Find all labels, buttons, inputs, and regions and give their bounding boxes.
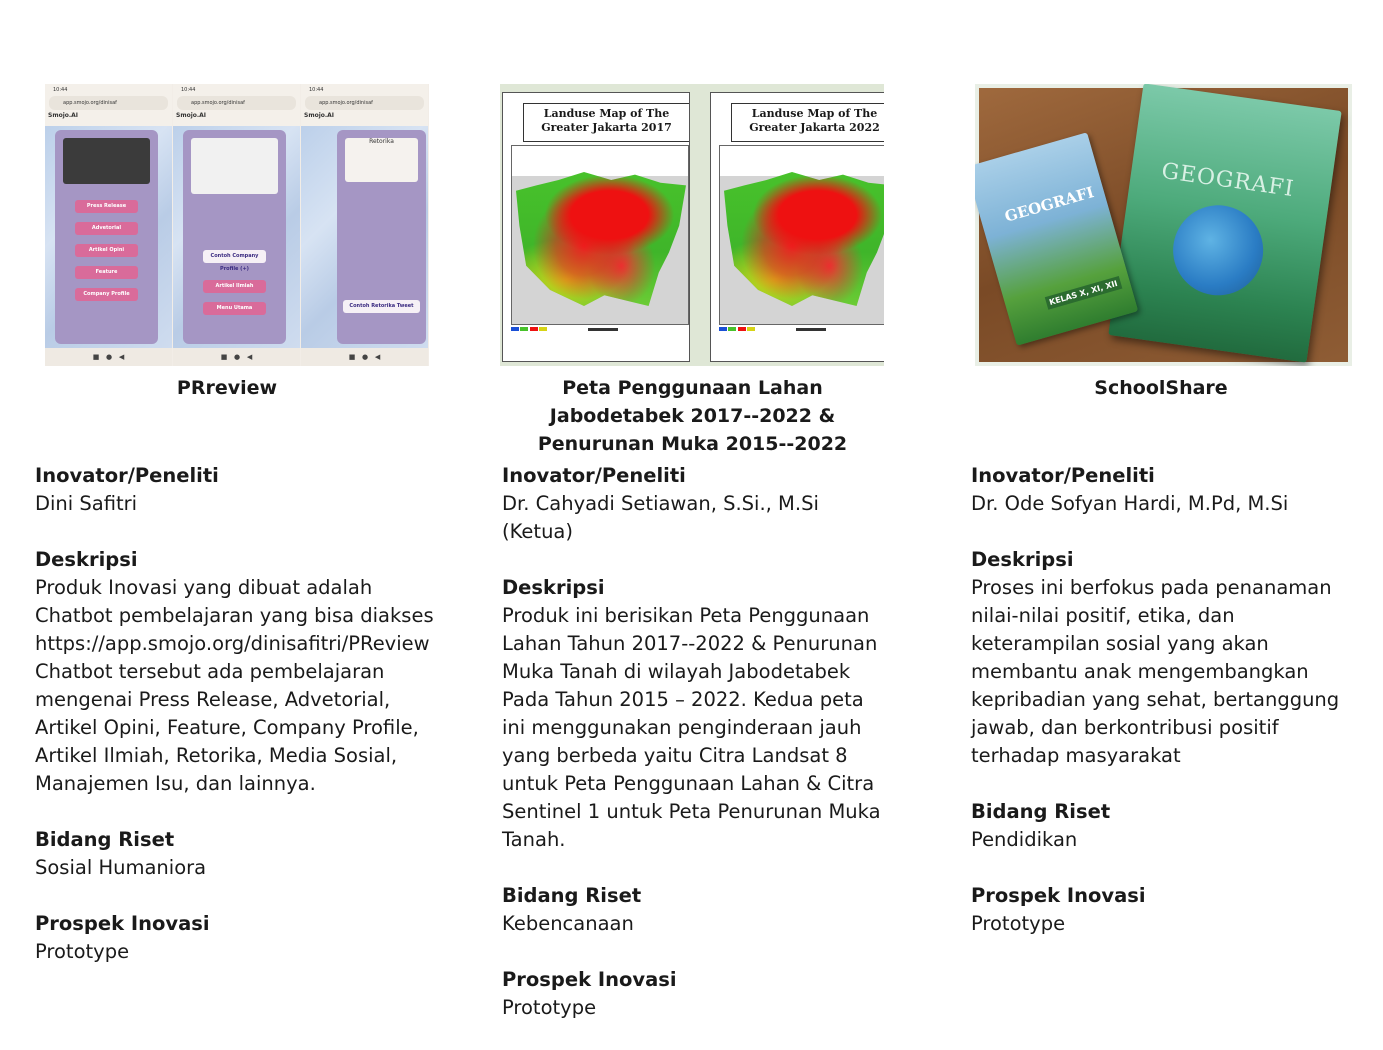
android-nav-bar: ■ ● ◀ [173,348,300,366]
map-title: Landuse Map of The Greater Jakarta 2022 [731,103,884,142]
chat-button: Advetorial [75,222,138,235]
geografi-book-small: GEOGRAFI KELAS X, XI, XII [975,132,1138,346]
map-title: Landuse Map of The Greater Jakarta 2017 [523,103,689,142]
innovator-label: Inovator/Peneliti [35,464,219,487]
card-prreview [35,0,455,1024]
prospect-label: Prospek Inovasi [35,912,210,935]
chat-panel [55,130,158,344]
description-label: Deskripsi [502,576,605,599]
innovator-label: Inovator/Peneliti [971,464,1155,487]
chat-button: Company Profile [75,288,138,301]
description-value: Produk ini berisikan Peta Penggunaan Lahan Tahun 2017--2022 & Penurunan Muka Tanah di wilayah Jabodetabek Pada Tahun 2015 – 2022. Kedua peta ini menggunakan penginderaan jauh yang berbeda yaitu Citra Landsat 8 untuk Peta Penggunaan Lahan & Citra Sentinel 1 untuk Peta Penurunan Muka Tanah. [502,604,881,851]
android-nav-bar: ■ ● ◀ [45,348,172,366]
research-field-label: Bidang Riset [971,800,1111,823]
chat-link: Contoh Retorika Tweet [343,300,420,313]
prospect-label: Prospek Inovasi [971,884,1146,907]
chat-button: Feature [75,266,138,279]
hero-image [191,138,278,194]
description-value: Proses ini berfokus pada penanaman nilai-nilai positif, etika, dan keterampilan sosial yang akan membantu anak mengembangkan kepribadian yang sehat, bertanggung jawab, dan berkontribusi positif terhadap masyarakat [971,576,1340,767]
logo-text: Smojo.AI [176,112,207,119]
research-field-value: Sosial Humaniora [35,856,207,879]
prospect-value: Prototype [502,996,597,1019]
prreview-screenshots [45,84,429,366]
card-info [35,462,455,994]
research-field-label: Bidang Riset [502,884,642,907]
phone-screenshot-2: 10:44 app.smojo.org/dinisaf Smojo.AI Contoh Company Profile (+) Artikel Ilmiah Menu Utama ■ ● ◀ [173,84,300,366]
prospect-value: Prototype [971,912,1066,935]
chat-panel [337,130,426,344]
android-nav-bar: ■ ● ◀ [301,348,428,366]
innovator-label: Inovator/Peneliti [502,464,686,487]
research-field-value: Pendidikan [971,828,1078,851]
geografi-book-large: GEOGRAFI [1108,84,1341,363]
chat-button: Press Release [75,200,138,213]
card-info [502,462,885,1050]
description-label: Deskripsi [35,548,138,571]
landuse-map-2017 [502,92,690,362]
phone-screenshot-3: 10:44 app.smojo.org/dinisaf Smojo.AI Retorika Contoh Retorika Tweet ■ ● ◀ [301,84,428,366]
prospect-label: Prospek Inovasi [502,968,677,991]
url-bar: app.smojo.org/dinisaf [49,96,168,110]
chat-button: Artikel Ilmiah [203,280,266,293]
globe-illustration [1167,199,1269,301]
schoolshare-books-photo [975,84,1352,366]
map-landuse-area [516,172,686,306]
logo-text: Smojo.AI [48,112,79,119]
chat-panel [183,130,286,344]
map-landuse-area [724,172,884,306]
innovator-value: Dr. Cahyadi Setiawan, S.Si., M.Si (Ketua) [502,492,819,543]
phone-screenshot-1: 10:44 app.smojo.org/dinisaf Smojo.AI Press Release Advetorial Artikel Opini Feature Company Profile ■ ● ◀ [45,84,172,366]
prospect-value: Prototype [35,940,130,963]
card-title: PRreview [176,377,278,399]
landuse-maps-image [500,84,884,366]
map-legend [511,327,689,355]
research-field-value: Kebencanaan [502,912,634,935]
url-bar: app.smojo.org/dinisaf [177,96,296,110]
description-label: Deskripsi [971,548,1074,571]
description-value: Produk Inovasi yang dibuat adalah Chatbot pembelajaran yang bisa diakses https://app.smojo.org/dinisafitri/PReview Chatbot tersebut ada pembelajaran mengenai Press Release, Advetorial, Artikel Opini, Feature, Company Profile, Artikel Ilmiah, Retorika, Media Sosial, Manajemen Isu, dan lainnya. [35,576,434,795]
card-info [971,462,1355,966]
card-landuse-map [500,0,885,1024]
hero-image: Retorika [345,138,418,182]
logo-text: Smojo.AI [304,112,335,119]
innovator-value: Dini Safitri [35,492,138,515]
chat-button: Artikel Opini [75,244,138,257]
card-title: SchoolShare [1094,377,1228,399]
map-legend [719,327,884,355]
url-bar: app.smojo.org/dinisaf [305,96,424,110]
hero-image [63,138,150,184]
landuse-map-2022 [710,92,884,362]
chat-link: Contoh Company Profile (+) [203,250,266,263]
chat-button: Menu Utama [203,302,266,315]
innovator-value: Dr. Ode Sofyan Hardi, M.Pd, M.Si [971,492,1289,515]
card-schoolshare [970,0,1355,1024]
card-title: Peta Penggunaan Lahan Jabodetabek 2017--2022 & Penurunan Muka 2015--2022 [537,377,848,455]
research-field-label: Bidang Riset [35,828,175,851]
